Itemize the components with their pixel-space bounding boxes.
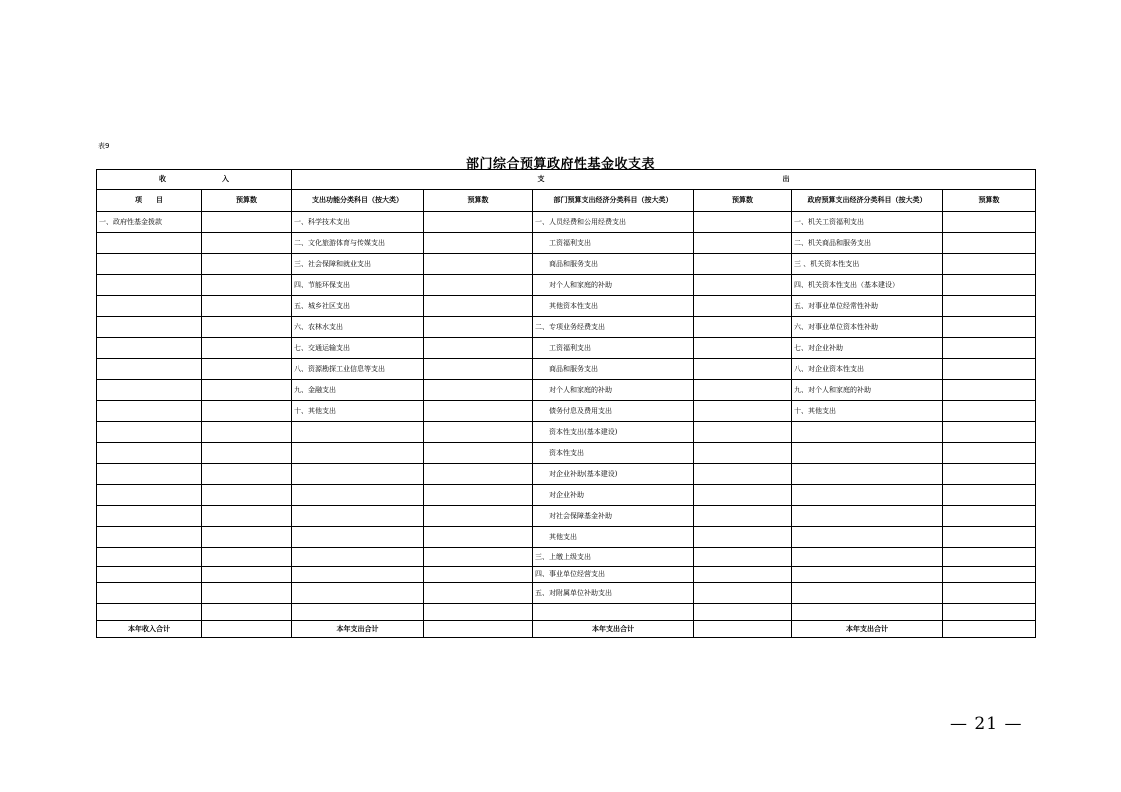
table-row	[97, 583, 1036, 604]
gov-category-cell: 四、机关资本性支出（基本建设）	[792, 275, 943, 296]
income-budget-cell	[202, 254, 292, 275]
col-gov-budget: 预算数	[943, 190, 1036, 212]
gov-budget-cell	[943, 254, 1036, 275]
income-item-cell	[97, 338, 202, 359]
gov-budget-cell	[943, 527, 1036, 548]
dept-category-cell: 对企业补助(基本建设)	[533, 464, 694, 485]
func-budget-cell	[424, 548, 533, 567]
dept-category-cell: 四、事业单位经营支出	[533, 567, 694, 583]
income-item-cell	[97, 296, 202, 317]
func-budget-cell	[424, 583, 533, 604]
gov-budget-cell	[943, 317, 1036, 338]
total-income-value	[202, 621, 292, 638]
income-budget-cell	[202, 604, 292, 621]
gov-budget-cell	[943, 233, 1036, 254]
dept-budget-cell	[694, 338, 792, 359]
gov-category-cell: 九、对个人和家庭的补助	[792, 380, 943, 401]
table-row	[97, 464, 1036, 485]
col-gov-economic-category: 政府预算支出经济分类科目（按大类）	[792, 190, 943, 212]
gov-budget-cell	[943, 275, 1036, 296]
func-budget-cell	[424, 567, 533, 583]
income-budget-cell	[202, 527, 292, 548]
income-budget-cell	[202, 212, 292, 233]
dept-budget-cell	[694, 485, 792, 506]
gov-budget-cell	[943, 583, 1036, 604]
func-category-cell	[292, 548, 424, 567]
func-budget-cell	[424, 275, 533, 296]
gov-budget-cell	[943, 359, 1036, 380]
table-row	[97, 567, 1036, 583]
func-budget-cell	[424, 485, 533, 506]
gov-budget-cell	[943, 506, 1036, 527]
func-category-cell: 九、金融支出	[292, 380, 424, 401]
func-category-cell	[292, 567, 424, 583]
dept-category-cell: 资本性支出(基本建设)	[533, 422, 694, 443]
income-budget-cell	[202, 567, 292, 583]
gov-category-cell: 六、对事业单位资本性补助	[792, 317, 943, 338]
dept-category-cell: 其他资本性支出	[533, 296, 694, 317]
func-category-cell	[292, 422, 424, 443]
income-item-cell	[97, 604, 202, 621]
gov-category-cell: 八、对企业资本性支出	[792, 359, 943, 380]
income-item-cell	[97, 583, 202, 604]
gov-category-cell	[792, 527, 943, 548]
table-row	[97, 254, 1036, 275]
income-item-cell: 一、政府性基金拨款	[97, 212, 202, 233]
total-dept-value	[694, 621, 792, 638]
dept-budget-cell	[694, 212, 792, 233]
income-budget-cell	[202, 296, 292, 317]
table-row	[97, 485, 1036, 506]
table-row	[97, 380, 1036, 401]
func-budget-cell	[424, 422, 533, 443]
dept-category-cell: 商品和服务支出	[533, 254, 694, 275]
total-gov-value	[943, 621, 1036, 638]
table-row	[97, 443, 1036, 464]
col-income-budget: 预算数	[202, 190, 292, 212]
dept-category-cell: 对个人和家庭的补助	[533, 380, 694, 401]
gov-category-cell	[792, 567, 943, 583]
func-budget-cell	[424, 233, 533, 254]
gov-category-cell	[792, 485, 943, 506]
func-category-cell	[292, 464, 424, 485]
income-budget-cell	[202, 401, 292, 422]
dept-budget-cell	[694, 422, 792, 443]
col-item: 项 目	[97, 190, 202, 212]
gov-budget-cell	[943, 443, 1036, 464]
dept-budget-cell	[694, 464, 792, 485]
table-row	[97, 359, 1036, 380]
func-budget-cell	[424, 527, 533, 548]
func-category-cell: 三、社会保障和就业支出	[292, 254, 424, 275]
income-budget-cell	[202, 422, 292, 443]
gov-category-cell	[792, 422, 943, 443]
dept-budget-cell	[694, 604, 792, 621]
gov-budget-cell	[943, 401, 1036, 422]
func-budget-cell	[424, 464, 533, 485]
dept-category-cell: 对企业补助	[533, 485, 694, 506]
table-row	[97, 506, 1036, 527]
income-header: 收 入	[97, 170, 292, 190]
income-item-cell	[97, 275, 202, 296]
func-category-cell: 一、科学技术支出	[292, 212, 424, 233]
func-category-cell: 五、城乡社区支出	[292, 296, 424, 317]
totals-row	[97, 621, 1036, 638]
gov-category-cell: 一、机关工资福利支出	[792, 212, 943, 233]
func-category-cell: 七、交通运输支出	[292, 338, 424, 359]
total-func-label: 本年支出合计	[292, 621, 424, 638]
income-budget-cell	[202, 233, 292, 254]
dept-category-cell: 资本性支出	[533, 443, 694, 464]
table-row	[97, 233, 1036, 254]
dept-category-cell: 一、人员经费和公用经费支出	[533, 212, 694, 233]
table-row	[97, 548, 1036, 567]
gov-budget-cell	[943, 380, 1036, 401]
gov-category-cell: 十、其他支出	[792, 401, 943, 422]
dept-category-cell: 商品和服务支出	[533, 359, 694, 380]
income-item-cell	[97, 485, 202, 506]
func-category-cell	[292, 506, 424, 527]
func-category-cell: 四、节能环保支出	[292, 275, 424, 296]
income-item-cell	[97, 506, 202, 527]
income-budget-cell	[202, 380, 292, 401]
gov-category-cell: 三 、机关资本性支出	[792, 254, 943, 275]
income-budget-cell	[202, 275, 292, 296]
func-category-cell: 十、其他支出	[292, 401, 424, 422]
document-title: 部门综合预算政府性基金收支表	[465, 157, 655, 172]
func-budget-cell	[424, 254, 533, 275]
dept-budget-cell	[694, 527, 792, 548]
func-budget-cell	[424, 506, 533, 527]
income-budget-cell	[202, 359, 292, 380]
gov-category-cell	[792, 583, 943, 604]
func-budget-cell	[424, 359, 533, 380]
func-category-cell	[292, 604, 424, 621]
gov-category-cell	[792, 506, 943, 527]
func-category-cell	[292, 583, 424, 604]
dept-category-cell: 二、专项业务经费支出	[533, 317, 694, 338]
table-row	[97, 401, 1036, 422]
income-item-cell	[97, 422, 202, 443]
func-category-cell: 六、农林水支出	[292, 317, 424, 338]
gov-budget-cell	[943, 422, 1036, 443]
income-budget-cell	[202, 443, 292, 464]
dept-budget-cell	[694, 548, 792, 567]
dept-category-cell: 对个人和家庭的补助	[533, 275, 694, 296]
income-item-cell	[97, 401, 202, 422]
gov-budget-cell	[943, 338, 1036, 359]
col-dept-budget: 预算数	[694, 190, 792, 212]
income-item-cell	[97, 548, 202, 567]
func-budget-cell	[424, 443, 533, 464]
dept-budget-cell	[694, 233, 792, 254]
dept-budget-cell	[694, 317, 792, 338]
dept-budget-cell	[694, 583, 792, 604]
budget-table	[96, 169, 1036, 638]
dept-category-cell: 债务付息及费用支出	[533, 401, 694, 422]
income-item-cell	[97, 254, 202, 275]
func-budget-cell	[424, 212, 533, 233]
gov-budget-cell	[943, 567, 1036, 583]
dept-budget-cell	[694, 567, 792, 583]
func-category-cell	[292, 443, 424, 464]
income-budget-cell	[202, 506, 292, 527]
dept-budget-cell	[694, 380, 792, 401]
table-row	[97, 296, 1036, 317]
expense-header: 支 出	[292, 170, 1036, 190]
gov-category-cell	[792, 464, 943, 485]
func-category-cell	[292, 485, 424, 506]
dept-category-cell: 工资福利支出	[533, 233, 694, 254]
total-dept-label: 本年支出合计	[533, 621, 694, 638]
gov-budget-cell	[943, 296, 1036, 317]
gov-category-cell	[792, 443, 943, 464]
gov-budget-cell	[943, 604, 1036, 621]
func-budget-cell	[424, 296, 533, 317]
income-item-cell	[97, 233, 202, 254]
col-dept-economic-category: 部门预算支出经济分类科目（按大类）	[533, 190, 694, 212]
table-row	[97, 212, 1036, 233]
func-category-cell: 二、文化旅游体育与传媒支出	[292, 233, 424, 254]
gov-category-cell: 七、对企业补助	[792, 338, 943, 359]
col-functional-budget: 预算数	[424, 190, 533, 212]
col-functional-category: 支出功能分类科目（按大类）	[292, 190, 424, 212]
dept-budget-cell	[694, 443, 792, 464]
table-row	[97, 338, 1036, 359]
func-category-cell: 八、资源勘探工业信息等支出	[292, 359, 424, 380]
income-budget-cell	[202, 317, 292, 338]
total-income-label: 本年收入合计	[97, 621, 202, 638]
income-item-cell	[97, 527, 202, 548]
header-row	[97, 170, 1036, 190]
table-label: 表9	[98, 142, 110, 150]
table-row	[97, 275, 1036, 296]
dept-category-cell: 三、上缴上级支出	[533, 548, 694, 567]
total-func-value	[424, 621, 533, 638]
func-budget-cell	[424, 604, 533, 621]
subheader-row	[97, 190, 1036, 212]
gov-budget-cell	[943, 464, 1036, 485]
gov-budget-cell	[943, 212, 1036, 233]
income-budget-cell	[202, 338, 292, 359]
func-category-cell	[292, 527, 424, 548]
table-row	[97, 317, 1036, 338]
gov-category-cell	[792, 604, 943, 621]
income-item-cell	[97, 443, 202, 464]
income-budget-cell	[202, 464, 292, 485]
income-item-cell	[97, 464, 202, 485]
dept-budget-cell	[694, 275, 792, 296]
dept-budget-cell	[694, 359, 792, 380]
func-budget-cell	[424, 317, 533, 338]
income-item-cell	[97, 359, 202, 380]
gov-category-cell	[792, 548, 943, 567]
gov-category-cell: 二、机关商品和服务支出	[792, 233, 943, 254]
table-row	[97, 604, 1036, 621]
income-item-cell	[97, 317, 202, 338]
gov-budget-cell	[943, 548, 1036, 567]
func-budget-cell	[424, 380, 533, 401]
gov-category-cell: 五、对事业单位经常性补助	[792, 296, 943, 317]
table-row	[97, 527, 1036, 548]
gov-budget-cell	[943, 485, 1036, 506]
dept-category-cell: 其他支出	[533, 527, 694, 548]
income-budget-cell	[202, 583, 292, 604]
total-gov-label: 本年支出合计	[792, 621, 943, 638]
income-item-cell	[97, 380, 202, 401]
dept-budget-cell	[694, 254, 792, 275]
dept-category-cell	[533, 604, 694, 621]
dept-budget-cell	[694, 401, 792, 422]
func-budget-cell	[424, 401, 533, 422]
func-budget-cell	[424, 338, 533, 359]
page-number: — 21 —	[950, 714, 1023, 734]
dept-budget-cell	[694, 296, 792, 317]
table-row	[97, 422, 1036, 443]
dept-category-cell: 五、对附属单位补助支出	[533, 583, 694, 604]
income-budget-cell	[202, 485, 292, 506]
dept-budget-cell	[694, 506, 792, 527]
dept-category-cell: 工资福利支出	[533, 338, 694, 359]
dept-category-cell: 对社会保障基金补助	[533, 506, 694, 527]
income-item-cell	[97, 567, 202, 583]
income-budget-cell	[202, 548, 292, 567]
